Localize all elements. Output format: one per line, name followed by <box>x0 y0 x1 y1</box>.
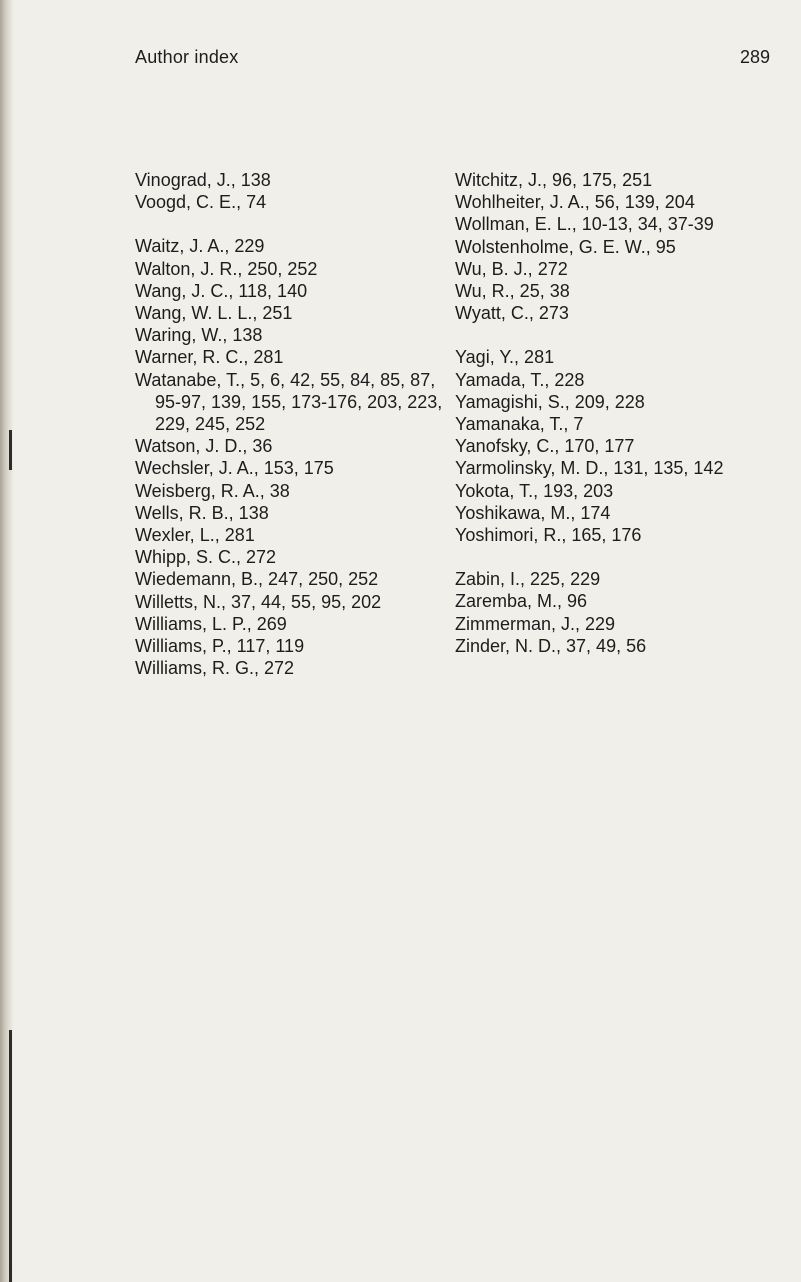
running-header-title: Author index <box>135 47 239 67</box>
index-entry: Witchitz, J., 96, 175, 251 <box>455 170 653 190</box>
index-entry: Williams, R. G., 272 <box>135 658 295 679</box>
index-entry: Watanabe, T., 5, 6, 42, 55, 84, 85, 87, 95-97, 139, 155, 173-176, 203, 223, 229, 245, 252 <box>135 369 443 435</box>
index-entry: Wollman, E. L., 10-13, 34, 37-39 <box>455 214 714 235</box>
group-gap <box>135 213 445 235</box>
index-entry: Yamanaka, T., 7 <box>455 414 584 435</box>
index-entry: Yokota, T., 193, 203 <box>455 480 614 501</box>
index-group <box>135 235 445 679</box>
index-entry: Wechsler, J. A., 153, 175 <box>135 458 334 479</box>
index-entry: Wolstenholme, G. E. W., 95 <box>455 236 676 257</box>
index-entry: Williams, L. P., 269 <box>135 613 287 634</box>
index-entry: Wyatt, C., 273 <box>455 303 569 324</box>
page-number: 289 <box>739 47 770 67</box>
index-entry: Wu, B. J., 272 <box>455 258 568 279</box>
index-entry: Zimmerman, J., 229 <box>455 613 616 634</box>
index-entry: Wohlheiter, J. A., 56, 139, 204 <box>455 192 695 213</box>
index-entry: Yamada, T., 228 <box>455 369 585 390</box>
index-column-left <box>135 169 445 679</box>
index-entry: Warner, R. C., 281 <box>135 347 284 368</box>
index-entry: Wang, J. C., 118, 140 <box>135 280 308 301</box>
index-entry: Yanofsky, C., 170, 177 <box>455 436 635 457</box>
index-entry: Whipp, S. C., 272 <box>135 547 277 568</box>
index-entry: Watson, J. D., 36 <box>135 436 273 457</box>
index-entry: Weisberg, R. A., 38 <box>135 480 290 501</box>
index-entry: Wiedemann, B., 247, 250, 252 <box>135 569 379 590</box>
index-entry: Yoshikawa, M., 174 <box>455 502 611 523</box>
index-entry: Waring, W., 138 <box>135 325 263 346</box>
index-entry: Waitz, J. A., 229 <box>135 236 265 257</box>
index-group <box>455 169 765 324</box>
binding-mark <box>9 430 12 470</box>
binding-mark <box>9 1030 12 1282</box>
index-entry: Yarmolinsky, M. D., 131, 135, 142 <box>455 458 724 479</box>
index-group <box>455 346 765 546</box>
index-group <box>455 568 765 657</box>
group-gap <box>455 546 765 568</box>
index-entry: Walton, J. R., 250, 252 <box>135 258 318 279</box>
index-entry: Wu, R., 25, 38 <box>455 281 570 302</box>
index-group <box>135 169 445 213</box>
group-gap <box>455 324 765 346</box>
index-entry: Yamagishi, S., 209, 228 <box>455 391 645 412</box>
index-entry: Zinder, N. D., 37, 49, 56 <box>455 635 647 656</box>
index-entry: Wells, R. B., 138 <box>135 502 269 523</box>
index-entry: Voogd, C. E., 74 <box>135 192 267 213</box>
index-entry: Vinograd, J., 138 <box>135 170 271 190</box>
index-entry: Williams, P., 117, 119 <box>135 636 305 657</box>
index-entry: Willetts, N., 37, 44, 55, 95, 202 <box>135 591 382 612</box>
index-entry: Yoshimori, R., 165, 176 <box>455 525 642 546</box>
index-entry: Wang, W. L. L., 251 <box>135 303 293 324</box>
index-entry: Zaremba, M., 96 <box>455 591 588 612</box>
index-entry: Zabin, I., 225, 229 <box>455 569 601 590</box>
index-column-right <box>455 169 765 657</box>
index-entry: Yagi, Y., 281 <box>455 347 555 368</box>
index-entry: Wexler, L., 281 <box>135 525 255 546</box>
